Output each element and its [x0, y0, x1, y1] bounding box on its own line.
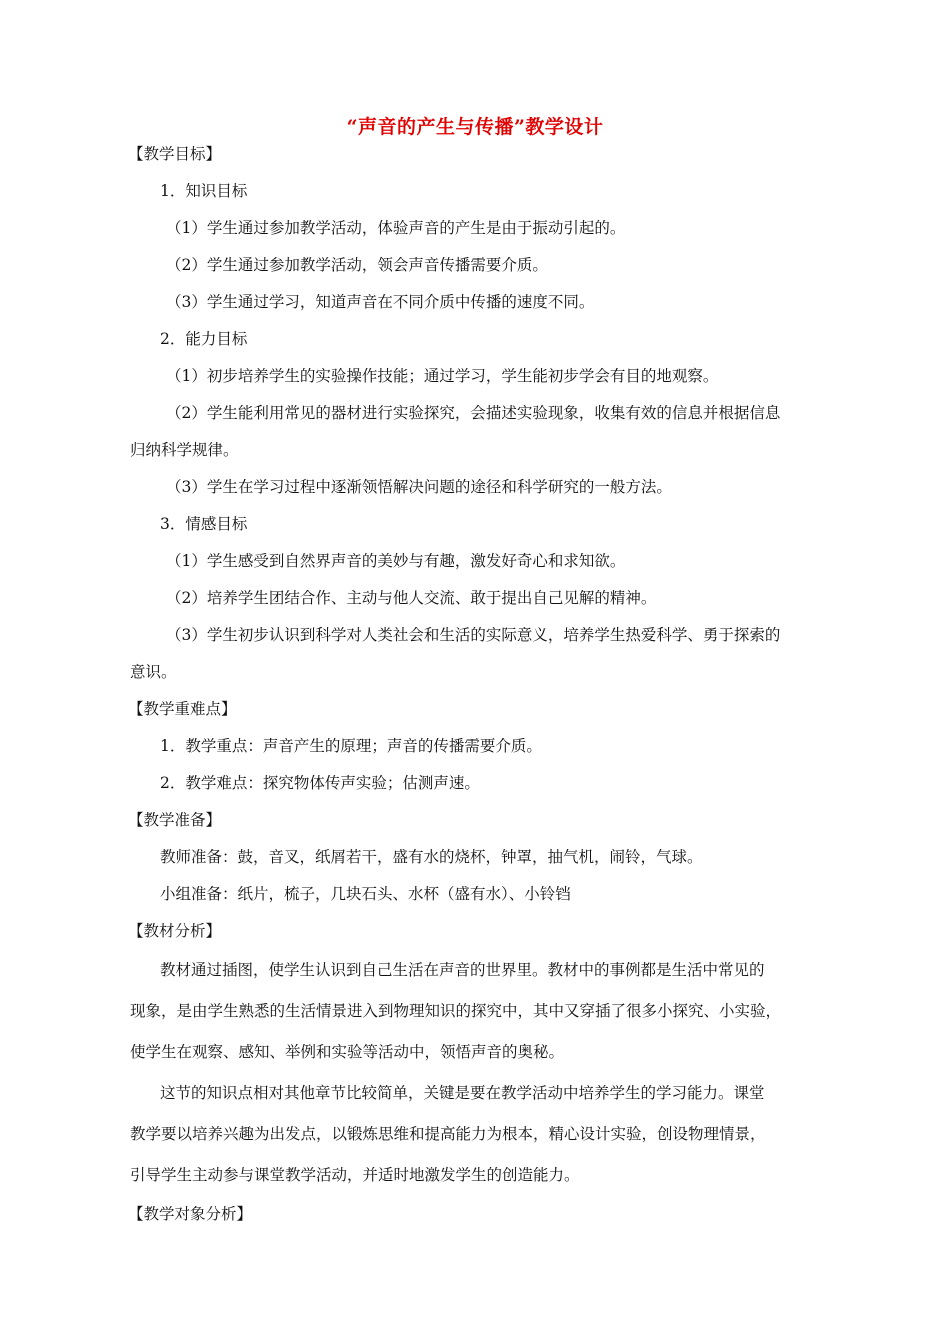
list-item: （1）初步培养学生的实验操作技能；通过学习，学生能初步学会有目的地观察。	[166, 367, 719, 385]
subsection-emotion: 3．情感目标	[160, 515, 248, 533]
paragraph-line: 引导学生主动参与课堂教学活动，并适时地激发学生的创造能力。	[130, 1166, 580, 1184]
list-item: （1）学生感受到自然界声音的美妙与有趣，激发好奇心和求知欲。	[166, 552, 626, 570]
section-heading-preparation: 【教学准备】	[128, 811, 222, 829]
list-item: 教师准备：鼓，音叉，纸屑若干，盛有水的烧杯，钟罩，抽气机，闹铃，气球。	[160, 848, 703, 866]
list-item: 小组准备：纸片，梳子，几块石头、水杯（盛有水）、小铃铛	[160, 885, 571, 903]
list-item: 1．教学重点：声音产生的原理；声音的传播需要介质。	[160, 737, 542, 755]
list-item: 2．教学难点：探究物体传声实验；估测声速。	[160, 774, 480, 792]
list-item: （3）学生在学习过程中逐渐领悟解决问题的途径和科学研究的一般方法。	[166, 478, 672, 496]
paragraph-line: 教学要以培养兴趣为出发点，以锻炼思维和提高能力为根本，精心设计实验，创设物理情景，	[130, 1125, 766, 1143]
paragraph-line: 教材通过插图，使学生认识到自己生活在声音的世界里。教材中的事例都是生活中常见的	[160, 961, 765, 979]
paragraph-line: 这节的知识点相对其他章节比较简单，关键是要在教学活动中培养学生的学习能力。课堂	[160, 1084, 765, 1102]
section-heading-material-analysis: 【教材分析】	[128, 922, 222, 940]
list-item-continuation: 意识。	[130, 663, 177, 681]
paragraph-line: 现象，是由学生熟悉的生活情景进入到物理知识的探究中，其中又穿插了很多小探究、小实验，	[130, 1002, 782, 1020]
list-item: （1）学生通过参加教学活动，体验声音的产生是由于振动引起的。	[166, 219, 626, 237]
list-item: （2）学生通过参加教学活动，领会声音传播需要介质。	[166, 256, 548, 274]
list-item: （3）学生通过学习，知道声音在不同介质中传播的速度不同。	[166, 293, 595, 311]
list-item-continuation: 归纳科学规律。	[130, 441, 239, 459]
paragraph-line: 使学生在观察、感知、举例和实验等活动中，领悟声音的奥秘。	[130, 1043, 565, 1061]
document-title: “声音的产生与传播”教学设计	[346, 116, 604, 138]
document-body	[128, 136, 834, 1233]
list-item: （2）培养学生团结合作、主动与他人交流、敢于提出自己见解的精神。	[166, 589, 657, 607]
list-item: （3）学生初步认识到科学对人类社会和生活的实际意义，培养学生热爱科学、勇于探索的	[166, 626, 781, 644]
section-heading-objectives: 【教学目标】	[128, 145, 222, 163]
subsection-ability: 2．能力目标	[160, 330, 248, 348]
section-heading-student-analysis: 【教学对象分析】	[128, 1205, 253, 1223]
section-heading-key-points: 【教学重难点】	[128, 700, 237, 718]
list-item: （2）学生能利用常见的器材进行实验探究，会描述实验现象，收集有效的信息并根据信息	[166, 404, 781, 422]
subsection-knowledge: 1．知识目标	[160, 182, 248, 200]
